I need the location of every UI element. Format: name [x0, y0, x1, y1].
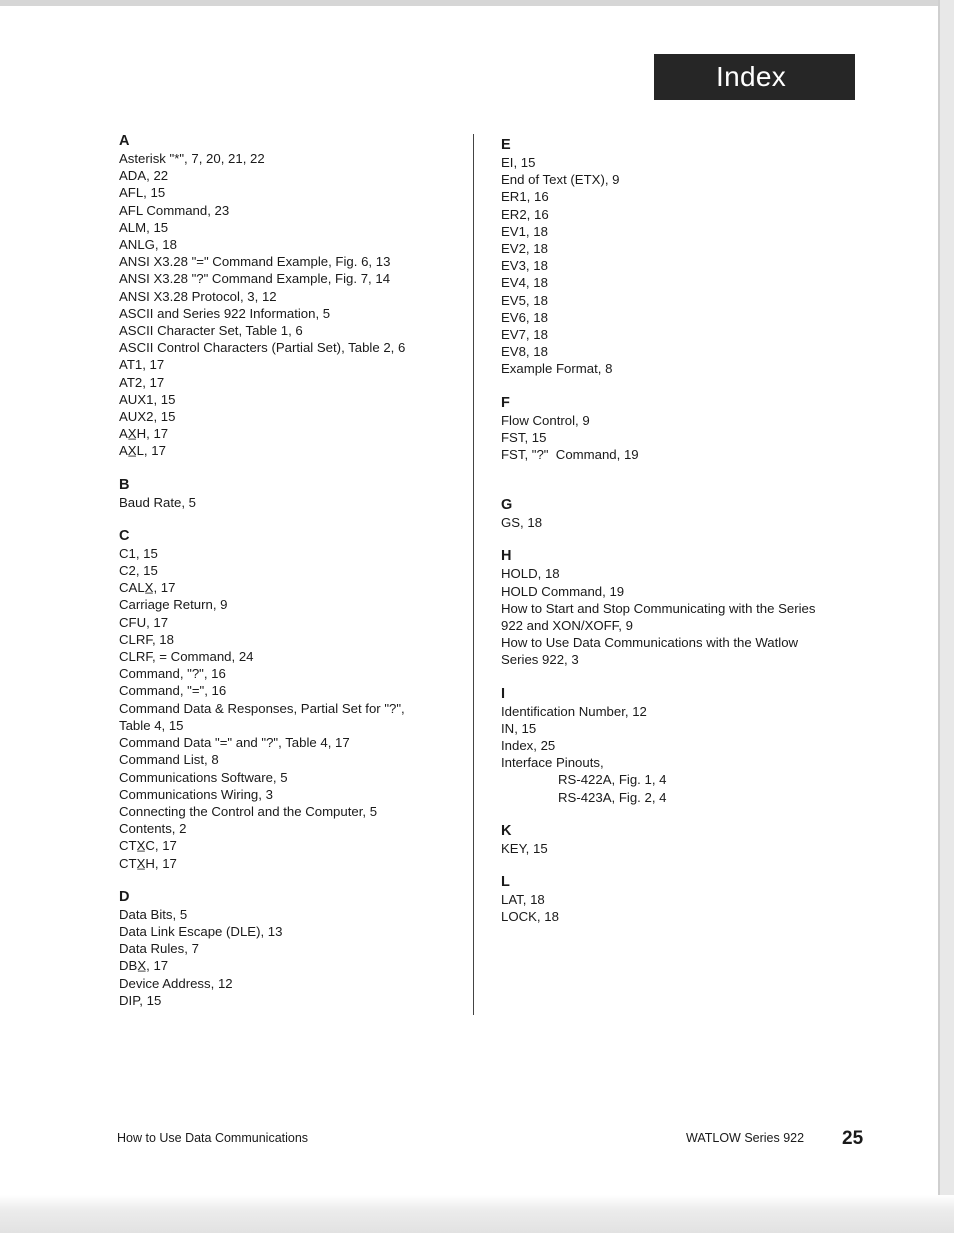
index-entry: Flow Control, 9: [501, 412, 590, 428]
index-section-c: [119, 528, 459, 872]
section-letter: D: [119, 888, 130, 905]
index-section-l: [501, 874, 851, 925]
index-entry: Data Link Escape (DLE), 13: [119, 923, 283, 939]
index-entry: Asterisk "*", 7, 20, 21, 22: [119, 151, 265, 166]
index-entry: ER2, 16: [501, 206, 549, 222]
index-entry: AUX2, 15: [119, 409, 176, 425]
index-entry: ANLG, 18: [119, 237, 177, 253]
section-spacer: [119, 511, 459, 528]
index-entry: Communications Software, 5: [119, 769, 288, 785]
index-entry: C2, 15: [119, 563, 158, 579]
index-entry: Data Bits, 5: [119, 906, 188, 922]
index-entry: CTX̲H, 17: [119, 855, 177, 871]
index-entry: AFL Command, 23: [119, 202, 230, 218]
index-entry: Device Address, 12: [119, 975, 233, 991]
index-entry: ASCII Control Characters (Partial Set), Table 2, 6: [119, 340, 406, 356]
index-entry: ASCII Character Set, Table 1, 6: [119, 323, 303, 339]
index-entry: AX̲L, 17: [119, 443, 166, 459]
index-subentry: RS-423A, Fig. 2, 4: [558, 789, 667, 805]
index-entry: Index, 25: [501, 738, 556, 754]
index-entry: CLRF, = Command, 24: [119, 649, 254, 665]
index-entry: AUX1, 15: [119, 391, 176, 407]
index-entry: ALM, 15: [119, 219, 169, 235]
index-entry: AX̲H, 17: [119, 426, 169, 442]
index-entry: Command, "?", 16: [119, 666, 226, 682]
index-entry: EV6, 18: [501, 309, 548, 325]
index-entry: GS, 18: [501, 515, 543, 531]
index-section-f: [501, 395, 851, 464]
section-letter: H: [501, 548, 512, 565]
index-entry: CFU, 17: [119, 614, 169, 630]
index-entry: AFL, 15: [119, 185, 166, 201]
index-entry: LAT, 18: [501, 892, 545, 908]
index-entry: KEY, 15: [501, 840, 548, 856]
index-section-d: [119, 889, 459, 1009]
index-entry: EV1, 18: [501, 223, 548, 239]
index-entry: Data Rules, 7: [119, 941, 199, 957]
page-edge-right: [940, 0, 954, 1233]
index-entry: CTX̲C, 17: [119, 838, 177, 854]
index-column-left: [119, 133, 459, 1009]
index-entry: End of Text (ETX), 9: [501, 172, 620, 188]
index-section-a: [119, 133, 459, 460]
index-entry: EV5, 18: [501, 292, 548, 308]
section-letter: C: [119, 527, 130, 544]
index-section-g: [501, 497, 851, 531]
section-spacer: [119, 872, 459, 889]
section-spacer: [501, 857, 851, 874]
index-entry: Command Data & Responses, Partial Set for "?",: [119, 700, 405, 716]
index-entry: ANSI X3.28 "?" Command Example, Fig. 7, 14: [119, 271, 391, 287]
index-entry: DIP, 15: [119, 992, 162, 1008]
page-edge-top: [0, 0, 954, 6]
index-entry: EV7, 18: [501, 327, 548, 343]
index-entry: Table 4, 15: [119, 717, 184, 733]
index-entry: How to Start and Stop Communicating with the Series: [501, 600, 816, 616]
page-title: Index: [716, 61, 786, 92]
footer-left-text: How to Use Data Communications: [117, 1131, 309, 1145]
index-entry: Interface Pinouts,: [501, 755, 604, 771]
index-entry: CALX̲, 17: [119, 580, 176, 596]
index-entry: EI, 15: [501, 155, 536, 170]
section-spacer: [501, 669, 851, 686]
section-spacer: [501, 806, 851, 823]
index-entry: Baud Rate, 5: [119, 494, 196, 510]
index-entry: Communications Wiring, 3: [119, 786, 273, 802]
index-entry: FST, 15: [501, 429, 547, 445]
index-entry: HOLD, 18: [501, 566, 560, 582]
index-entry: Identification Number, 12: [501, 703, 647, 719]
index-entry: ASCII and Series 922 Information, 5: [119, 305, 331, 321]
index-column-right: [501, 137, 851, 926]
index-entry: EV4, 18: [501, 275, 548, 291]
section-letter: I: [501, 685, 506, 702]
section-letter: E: [501, 137, 511, 153]
index-section-h: [501, 548, 851, 668]
index-entry: ANSI X3.28 "=" Command Example, Fig. 6, 13: [119, 254, 391, 270]
index-entry: Example Format, 8: [501, 361, 613, 377]
index-entry: HOLD Command, 19: [501, 583, 625, 599]
index-entry: ADA, 22: [119, 168, 169, 184]
section-letter: F: [501, 394, 510, 411]
index-entry: 922 and XON/XOFF, 9: [501, 618, 633, 634]
index-entry: LOCK, 18: [501, 909, 559, 925]
index-entry: EV2, 18: [501, 241, 548, 257]
section-spacer: [501, 531, 851, 548]
section-spacer: [119, 460, 459, 477]
index-entry: Connecting the Control and the Computer, 5: [119, 803, 378, 819]
index-entry: Series 922, 3: [501, 652, 579, 668]
section-letter: L: [501, 874, 510, 891]
section-letter: A: [119, 133, 130, 149]
index-entry: FST, "?" Command, 19: [501, 447, 639, 463]
section-letter: G: [501, 497, 513, 514]
index-entry: How to Use Data Communications with the Watlow: [501, 635, 799, 651]
footer-right-text: WATLOW Series 922: [686, 1131, 805, 1145]
index-entry: Carriage Return, 9: [119, 597, 228, 613]
index-entry: AT2, 17: [119, 374, 165, 390]
index-entry: Command Data "=" and "?", Table 4, 17: [119, 735, 350, 751]
page-number: 25: [842, 1128, 864, 1149]
index-title-banner: [654, 54, 855, 100]
section-letter: K: [501, 822, 512, 839]
index-subentry: RS-422A, Fig. 1, 4: [558, 772, 667, 788]
section-spacer: [501, 463, 851, 497]
section-spacer: [501, 378, 851, 395]
section-letter: B: [119, 476, 130, 493]
index-entry: EV8, 18: [501, 344, 548, 360]
page-edge-bottom: [0, 1195, 954, 1233]
index-entry: C1, 15: [119, 545, 158, 561]
index-section-i: [501, 686, 851, 806]
index-entry: IN, 15: [501, 720, 537, 736]
index-entry: DBX̲, 17: [119, 958, 169, 974]
index-entry: ER1, 16: [501, 189, 549, 205]
index-entry: Command List, 8: [119, 752, 219, 768]
column-divider: [473, 134, 474, 1015]
index-entry: CLRF, 18: [119, 631, 174, 647]
index-section-e: [501, 137, 851, 378]
index-section-b: [119, 477, 459, 511]
index-entry: ANSI X3.28 Protocol, 3, 12: [119, 288, 277, 304]
index-section-k: [501, 823, 851, 857]
index-entry: EV3, 18: [501, 258, 548, 274]
index-entry: AT1, 17: [119, 357, 165, 373]
index-entry: Contents, 2: [119, 821, 187, 837]
index-entry: Command, "=", 16: [119, 683, 227, 699]
